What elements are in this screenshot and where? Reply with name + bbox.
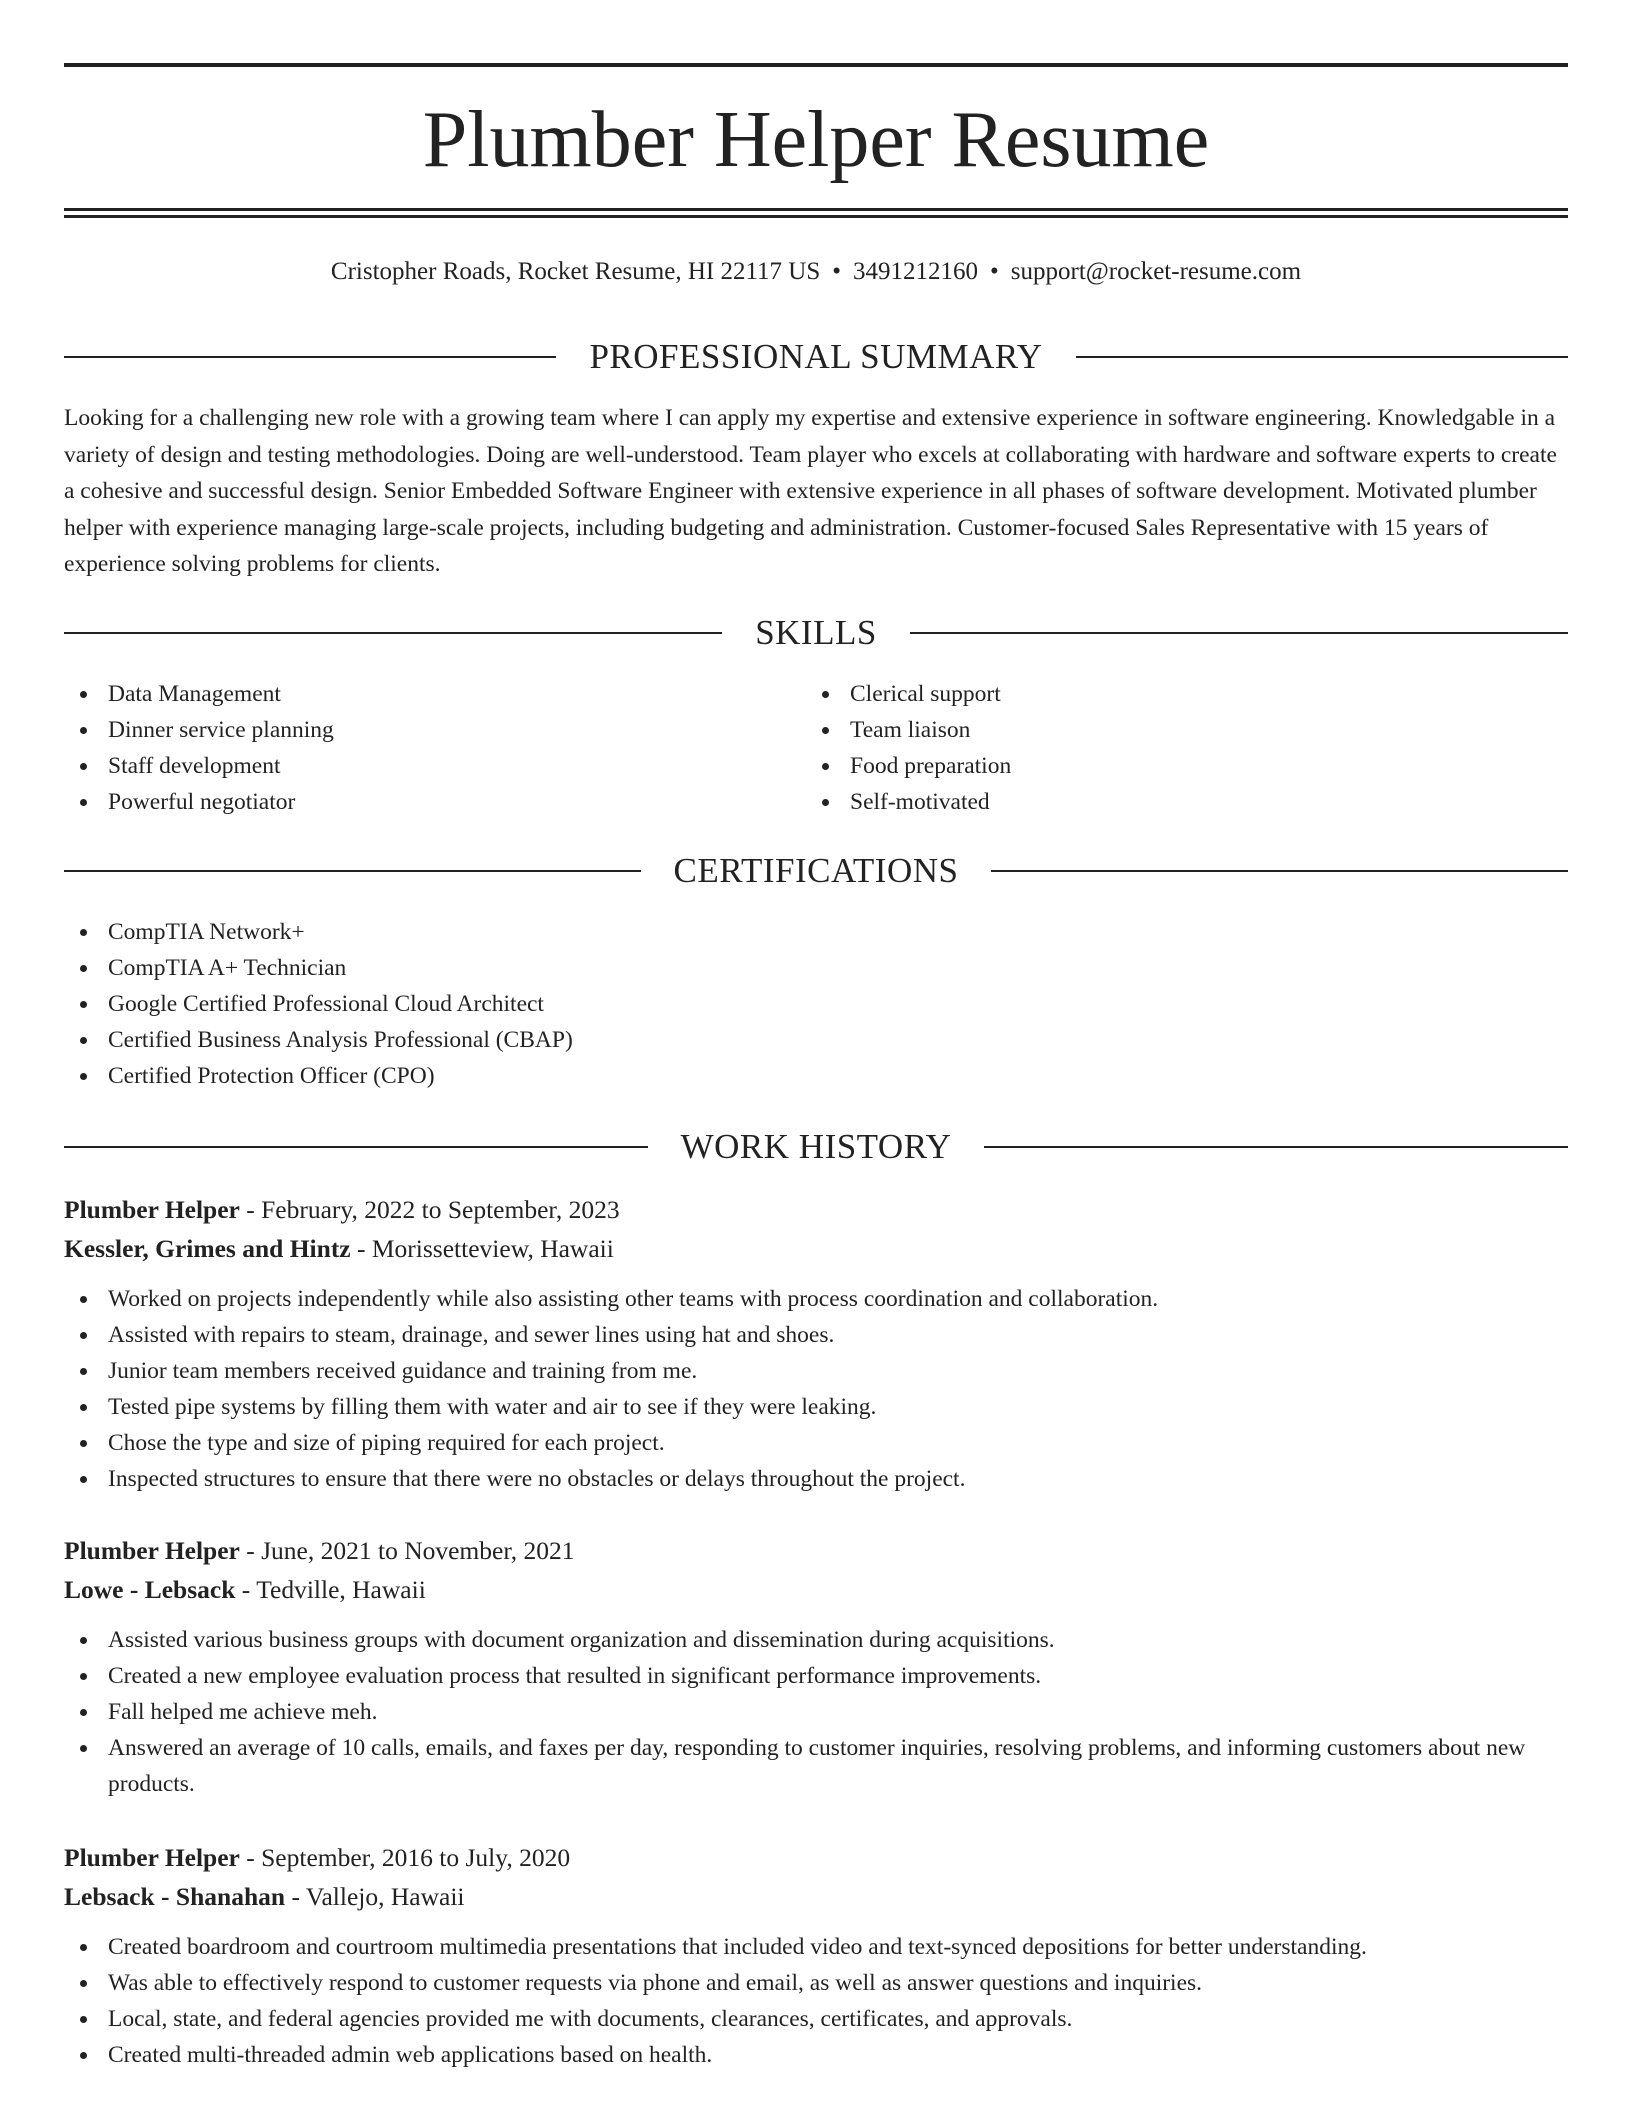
- skill-item: Team liaison: [806, 712, 1566, 748]
- certification-item: Certified Protection Officer (CPO): [64, 1058, 1568, 1094]
- job-title-line: [64, 1838, 1568, 1877]
- top-rule: [64, 63, 1568, 67]
- certification-item: CompTIA Network+: [64, 914, 1568, 950]
- section-rule: [64, 870, 641, 872]
- job-company: Lowe - Lebsack: [64, 1575, 236, 1604]
- job-duty-item: Was able to effectively respond to customer requests via phone and email, as well as answer questions and inquiries.: [64, 1965, 1568, 2001]
- job-duty-item: Tested pipe systems by filling them with water and air to see if they were leaking.: [64, 1389, 1568, 1425]
- contact-separator: •: [832, 258, 841, 285]
- job-dates: - February, 2022 to September, 2023: [239, 1195, 620, 1224]
- job-duty-item: Created multi-threaded admin web applications based on health.: [64, 2037, 1568, 2073]
- job-duty-item: Assisted with repairs to steam, drainage, and sewer lines using hat and shoes.: [64, 1317, 1568, 1353]
- job-entry: [64, 1531, 1568, 1802]
- skill-item: Clerical support: [806, 676, 1566, 712]
- job-dates: - June, 2021 to November, 2021: [239, 1536, 575, 1565]
- contact-line: [64, 255, 1568, 289]
- contact-address: Cristopher Roads, Rocket Resume, HI 22117 US: [330, 258, 821, 285]
- skill-item: Dinner service planning: [64, 712, 804, 748]
- contact-email: support@rocket-resume.com: [1010, 258, 1302, 285]
- section-rule: [984, 1146, 1568, 1148]
- certification-item: Google Certified Professional Cloud Architect: [64, 986, 1568, 1022]
- section-title-certifications: CERTIFICATIONS: [673, 851, 959, 890]
- job-duty-item: Chose the type and size of piping required for each project.: [64, 1425, 1568, 1461]
- job-company-line: [64, 1570, 1568, 1609]
- certification-item: Certified Business Analysis Professional (CBAP): [64, 1022, 1568, 1058]
- job-duty-item: Created boardroom and courtroom multimedia presentations that included video and text-synced depositions for better understanding.: [64, 1929, 1568, 1965]
- job-location: - Morissetteview, Hawaii: [350, 1234, 614, 1263]
- job-duty-item: Local, state, and federal agencies provided me with documents, clearances, certificates, and approvals.: [64, 2001, 1568, 2037]
- section-rule: [1076, 356, 1568, 358]
- section-header-summary: [64, 337, 1568, 377]
- job-duties-list: [64, 1622, 1568, 1802]
- section-rule: [64, 632, 722, 634]
- skill-item: Powerful negotiator: [64, 784, 804, 820]
- skill-item: Staff development: [64, 748, 804, 784]
- skill-item: Self-motivated: [806, 784, 1566, 820]
- section-header-certifications: [64, 851, 1568, 891]
- job-duty-item: Created a new employee evaluation process that resulted in significant performance improvements.: [64, 1658, 1568, 1694]
- job-duty-item: Junior team members received guidance and training from me.: [64, 1353, 1568, 1389]
- job-entry: [64, 1190, 1568, 1497]
- job-entry: [64, 1838, 1568, 2073]
- section-header-skills: [64, 613, 1568, 653]
- contact-separator: •: [990, 258, 999, 285]
- certification-item: CompTIA A+ Technician: [64, 950, 1568, 986]
- section-rule: [64, 356, 556, 358]
- job-company: Lebsack - Shanahan: [64, 1882, 286, 1911]
- job-title: Plumber Helper: [64, 1843, 240, 1872]
- certifications-list: [64, 914, 1568, 1094]
- job-duty-item: Answered an average of 10 calls, emails, and faxes per day, responding to customer inquiries, resolving problems, and informing customers about new products.: [64, 1730, 1568, 1802]
- section-rule: [991, 870, 1568, 872]
- job-duty-item: Inspected structures to ensure that there were no obstacles or delays throughout the project.: [64, 1461, 1568, 1497]
- job-dates: - September, 2016 to July, 2020: [239, 1843, 571, 1872]
- section-title-work-history: WORK HISTORY: [680, 1127, 952, 1166]
- job-duty-item: Fall helped me achieve meh.: [64, 1694, 1568, 1730]
- job-duties-list: [64, 1929, 1568, 2073]
- job-title-line: [64, 1190, 1568, 1229]
- section-header-work-history: [64, 1127, 1568, 1167]
- job-title: Plumber Helper: [64, 1195, 240, 1224]
- skills-list-left: [64, 676, 804, 820]
- job-title: Plumber Helper: [64, 1536, 240, 1565]
- job-company-line: [64, 1877, 1568, 1916]
- section-title-skills: SKILLS: [755, 613, 877, 652]
- contact-phone: 3491212160: [853, 258, 978, 285]
- professional-summary: Looking for a challenging new role with a growing team where I can apply my expertise and extensive experience in software engineering. Knowledgable in a variety of design and testing methodologies. Doing are well-understood. Team player who excels at collaborating with hardware and software experts to create a cohesive and successful design. Senior Embedded Software Engineer with extensive experience in all phases of software development. Motivated plumber helper with experience managing large-scale projects, including budgeting and administration. Customer-focused Sales Representative with 15 years of experience solving problems for clients.: [64, 405, 1557, 577]
- section-title-summary: PROFESSIONAL SUMMARY: [589, 337, 1043, 376]
- title-rule-lower: [64, 215, 1568, 218]
- job-duties-list: [64, 1281, 1568, 1497]
- job-company-line: [64, 1229, 1568, 1268]
- job-duty-item: Assisted various business groups with document organization and dissemination during acquisitions.: [64, 1622, 1568, 1658]
- section-rule: [64, 1146, 648, 1148]
- resume-title: Plumber Helper Resume: [422, 96, 1210, 184]
- title-rule-upper: [64, 208, 1568, 211]
- skills-list-right: [806, 676, 1566, 820]
- job-location: - Vallejo, Hawaii: [285, 1882, 465, 1911]
- job-duty-item: Worked on projects independently while also assisting other teams with process coordination and collaboration.: [64, 1281, 1568, 1317]
- job-location: - Tedville, Hawaii: [235, 1575, 426, 1604]
- job-title-line: [64, 1531, 1568, 1570]
- section-rule: [910, 632, 1568, 634]
- job-company: Kessler, Grimes and Hintz: [64, 1234, 351, 1263]
- skill-item: Data Management: [64, 676, 804, 712]
- skill-item: Food preparation: [806, 748, 1566, 784]
